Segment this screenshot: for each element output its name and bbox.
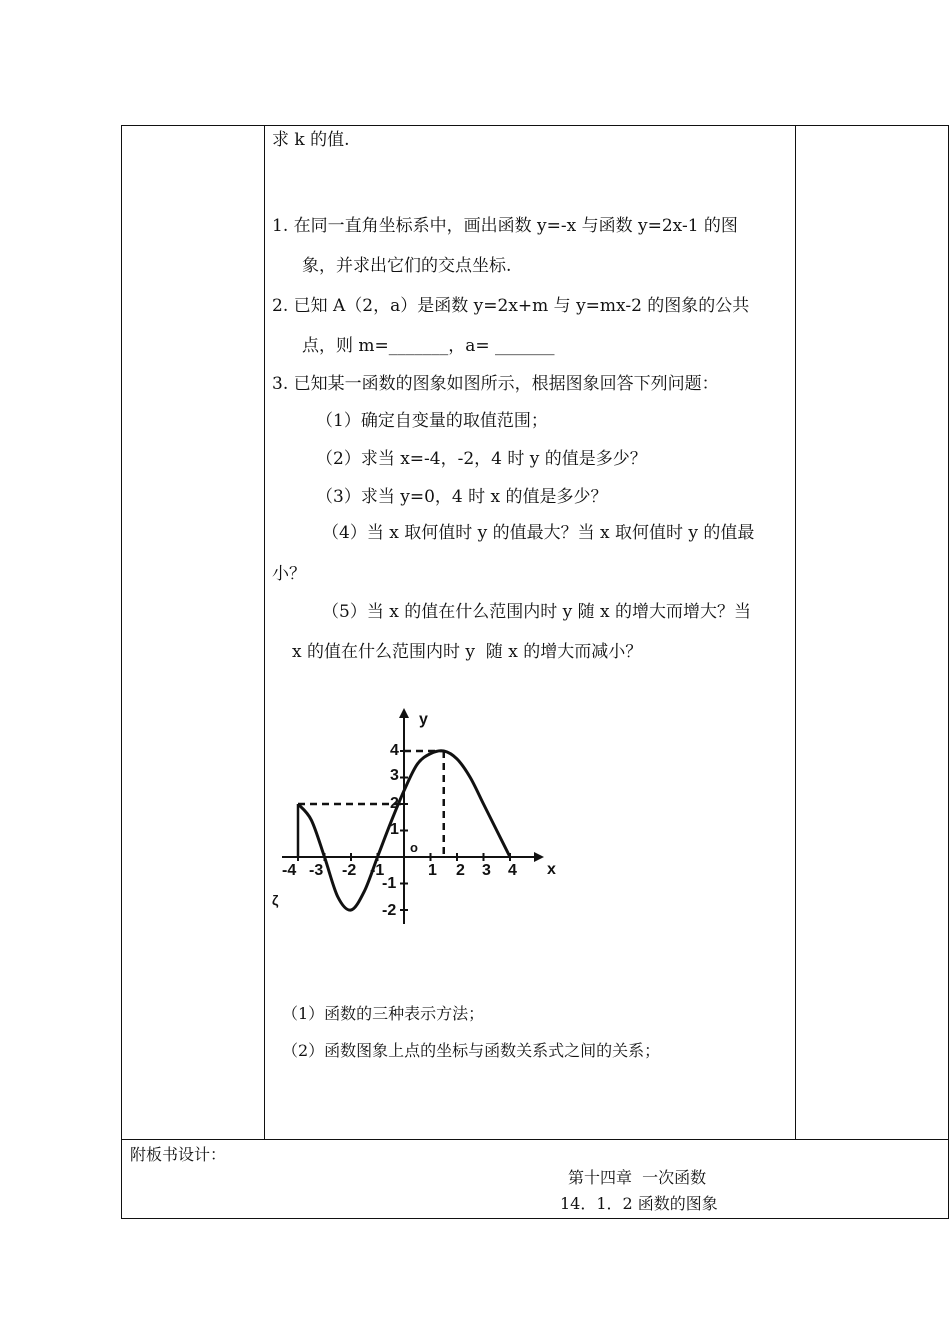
function-graph (272, 700, 568, 935)
summary-line-2: （2）函数图象上点的坐标与函数关系式之间的关系； (282, 1041, 661, 1060)
x-axis-label: x (547, 861, 556, 878)
board-chapter-title: 第十四章 一次函数 (568, 1168, 707, 1187)
summary-line-1: （1）函数的三种表示方法； (282, 1004, 485, 1023)
x-tick-label: 4 (508, 862, 517, 879)
board-design-label: 附板书设计： (130, 1145, 227, 1164)
exercise-1-line-1: 1. 在同一直角坐标系中，画出函数 y=-x 与函数 y=2x-1 的图 (272, 216, 738, 236)
y-tick-label: 1 (390, 821, 399, 838)
x-tick-label: 3 (482, 862, 491, 879)
x-axis-arrow-icon (534, 852, 544, 862)
exercise-3-part-2: （2）求当 x=-4，-2，4 时 y 的值是多少？ (316, 449, 647, 469)
y-tick-label: 4 (390, 742, 399, 759)
exercise-3-intro: 3. 已知某一函数的图象如图所示，根据图象回答下列问题： (272, 374, 719, 394)
column-divider-left (264, 125, 265, 1140)
x-tick-label: 2 (456, 862, 465, 879)
exercise-3-part-5: （5）当 x 的值在什么范围内时 y 随 x 的增大而增大？当 (322, 602, 752, 622)
exercise-3-part-1: （1）确定自变量的取值范围； (316, 411, 548, 431)
row-divider (121, 1139, 949, 1140)
exercise-3-part-5-cont: x 的值在什么范围内时 y 随 x 的增大而减小？ (292, 642, 643, 662)
origin-label: o (410, 840, 418, 855)
exercise-2-line-2: 点，则 m=_______，a= _______ (302, 336, 555, 356)
y-axis-arrow-icon (399, 708, 409, 718)
y-tick-label: -2 (382, 902, 397, 919)
column-divider-right (795, 125, 796, 1140)
exercise-3-part-4-cont: 小？ (272, 564, 306, 584)
x-tick-label: 1 (428, 862, 437, 879)
y-tick-label: 3 (390, 767, 399, 784)
x-tick-label: -4 (282, 862, 297, 879)
exercise-2-line-1: 2. 已知 A（2，a）是函数 y=2x+m 与 y=mx-2 的图象的公共 (272, 296, 750, 316)
graph-axes (282, 708, 544, 924)
y-tick-label: -1 (382, 875, 397, 892)
exercise-3-part-3: （3）求当 y=0，4 时 x 的值是多少？ (316, 487, 608, 507)
y-tick-label: 2 (390, 795, 399, 812)
stray-mark: ζ (272, 892, 279, 908)
board-section-title: 14．1．2 函数的图象 (560, 1194, 718, 1213)
exercise-3-part-4: （4）当 x 取何值时 y 的值最大？当 x 取何值时 y 的值最 (322, 523, 755, 543)
x-tick-label: -1 (370, 862, 385, 879)
y-axis-label: y (419, 711, 428, 728)
x-tick-label: -2 (342, 862, 357, 879)
x-tick-label: -3 (309, 862, 324, 879)
top-line: 求 k 的值. (272, 130, 350, 150)
exercise-1-line-2: 象，并求出它们的交点坐标. (302, 256, 512, 276)
